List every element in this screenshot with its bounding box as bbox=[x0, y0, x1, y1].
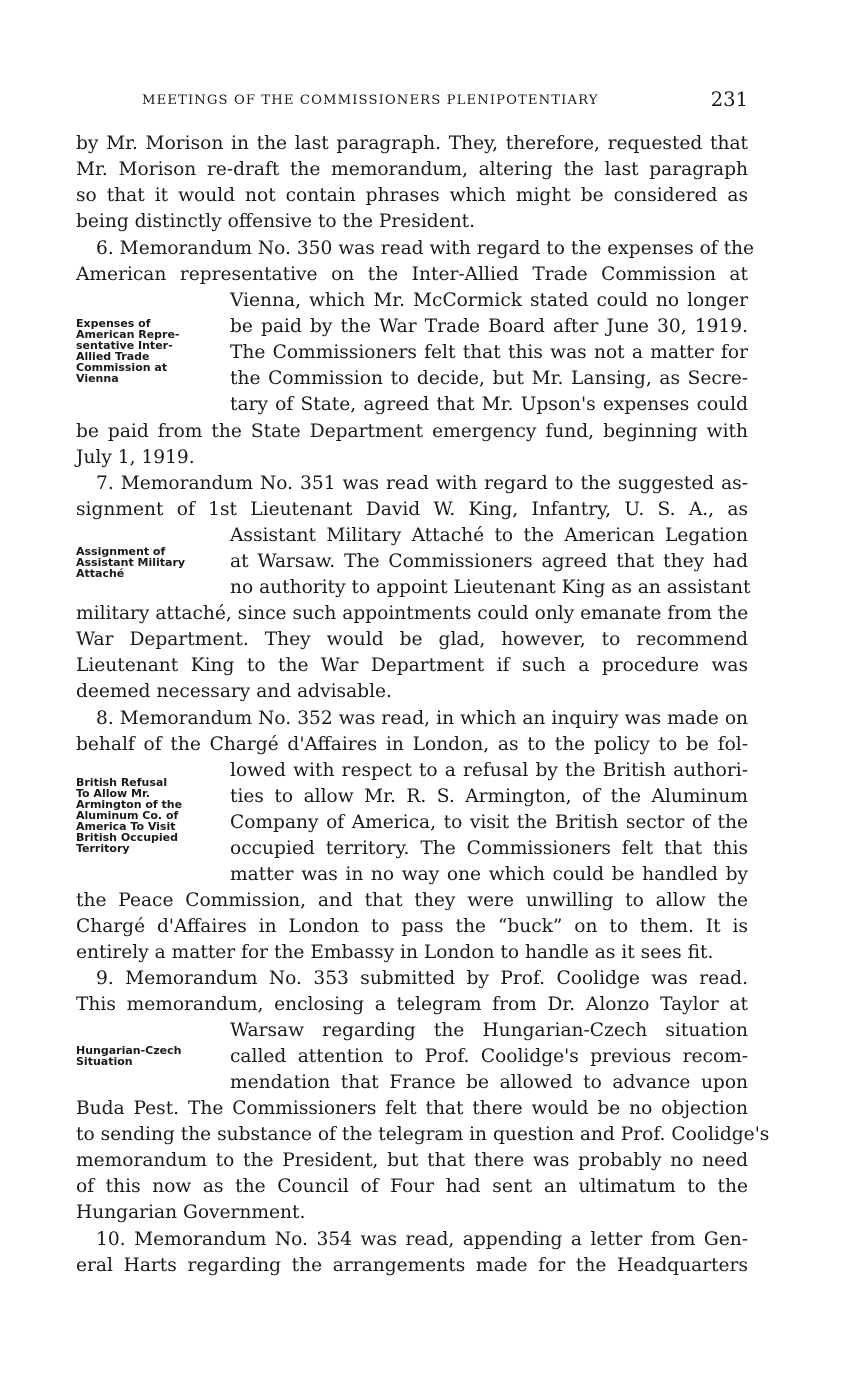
text-line: the Commission to decide, but Mr. Lansing, as Secre- bbox=[230, 368, 748, 389]
text-line: occupied territory. The Commissioners felt that this bbox=[230, 838, 748, 859]
text-line: Buda Pest. The Commissioners felt that there would be no objection bbox=[76, 1098, 748, 1119]
text-line: Lieutenant King to the War Department if such a procedure was bbox=[76, 655, 748, 676]
text-line: ties to allow Mr. R. S. Armington, of the Aluminum bbox=[230, 786, 748, 807]
text-line: entirely a matter for the Embassy in London to handle as it sees fit. bbox=[76, 942, 714, 963]
paragraph-10-start: 10. Memorandum No. 354 was read, appending a letter from Gen- bbox=[96, 1229, 748, 1250]
sidenote-attache bbox=[76, 546, 224, 579]
sidenote-line: Attaché bbox=[76, 567, 125, 580]
text-line: be paid by the War Trade Board after June 30, 1919. bbox=[230, 316, 748, 337]
text-line: no authority to appoint Lieutenant King as an assistant bbox=[230, 577, 751, 598]
running-head: MEETINGS OF THE COMMISSIONERS PLENIPOTENTIARY bbox=[142, 93, 599, 108]
text-line: called attention to Prof. Coolidge's previous recom- bbox=[230, 1046, 748, 1067]
text-line: July 1, 1919. bbox=[76, 447, 195, 468]
page-number: 231 bbox=[710, 88, 748, 111]
paragraph-9-start: 9. Memorandum No. 353 submitted by Prof. Coolidge was read. bbox=[96, 968, 748, 989]
sidenote-line: Armington of the bbox=[76, 798, 183, 811]
text-line: military attaché, since such appointments could only emanate from the bbox=[76, 603, 749, 624]
text-line: so that it would not contain phrases which might be considered as bbox=[76, 185, 748, 206]
text-line: eral Harts regarding the arrangements made for the Headquarters bbox=[76, 1255, 748, 1276]
sidenote-line: To Allow Mr. bbox=[76, 787, 151, 800]
sidenote-expenses bbox=[76, 318, 224, 384]
sidenote-line: British Refusal bbox=[76, 776, 168, 789]
sidenote-line: British Occupied bbox=[76, 831, 179, 844]
text-line: War Department. They would be glad, however, to recommend bbox=[76, 629, 748, 650]
text-line: Warsaw regarding the Hungarian-Czech situation bbox=[230, 1020, 748, 1041]
text-line: at Warsaw. The Commissioners agreed that they had bbox=[230, 551, 748, 572]
text-line: matter was in no way one which could be handled by bbox=[230, 864, 748, 885]
sidenote-british-refusal bbox=[76, 777, 224, 854]
text-line: tary of State, agreed that Mr. Upson's expenses could bbox=[230, 394, 748, 415]
sidenote-line: America To Visit bbox=[76, 820, 176, 833]
text-line: by Mr. Morison in the last paragraph. They, therefore, requested that bbox=[76, 133, 748, 154]
text-line: the Peace Commission, and that they were unwilling to allow the bbox=[76, 890, 748, 911]
text-line: Hungarian Government. bbox=[76, 1202, 306, 1223]
text-line: This memorandum, enclosing a telegram from Dr. Alonzo Taylor at bbox=[76, 994, 748, 1015]
paragraph-6-start: 6. Memorandum No. 350 was read with regard to the expenses of the bbox=[96, 238, 755, 259]
sidenote-line: sentative Inter- bbox=[76, 339, 173, 352]
sidenote-line: American Repre- bbox=[76, 328, 180, 341]
text-line: signment of 1st Lieutenant David W. King, Infantry, U. S. A., as bbox=[76, 499, 748, 520]
sidenote-line: Situation bbox=[76, 1055, 133, 1068]
paragraph-7-start: 7. Memorandum No. 351 was read with regard to the suggested as- bbox=[96, 473, 748, 494]
sidenote-line: Commission at bbox=[76, 361, 168, 374]
paragraph-8-start: 8. Memorandum No. 352 was read, in which an inquiry was made on bbox=[96, 708, 748, 729]
page-header bbox=[76, 88, 748, 118]
text-line: American representative on the Inter-Allied Trade Commission at bbox=[76, 264, 748, 285]
text-line: lowed with respect to a refusal by the British authori- bbox=[230, 760, 748, 781]
text-line: Assistant Military Attaché to the American Legation bbox=[230, 525, 748, 546]
sidenote-line: Territory bbox=[76, 842, 130, 855]
sidenote-hungarian-czech bbox=[76, 1045, 224, 1067]
sidenote-line: Expenses of bbox=[76, 317, 151, 330]
text-line: of this now as the Council of Four had sent an ultimatum to the bbox=[76, 1176, 748, 1197]
text-line: Vienna, which Mr. McCormick stated could no longer bbox=[230, 290, 748, 311]
text-line: Chargé d'Affaires in London to pass the “buck” on to them. It is bbox=[76, 916, 748, 937]
text-line: mendation that France be allowed to advance upon bbox=[230, 1072, 748, 1093]
sidenote-line: Hungarian-Czech bbox=[76, 1044, 182, 1057]
text-line: The Commissioners felt that this was not a matter for bbox=[230, 342, 748, 363]
text-line: being distinctly offensive to the President. bbox=[76, 211, 476, 232]
sidenote-line: Allied Trade bbox=[76, 350, 150, 363]
text-line: be paid from the State Department emergency fund, beginning with bbox=[76, 421, 748, 442]
text-line: behalf of the Chargé d'Affaires in London, as to the policy to be fol- bbox=[76, 734, 748, 755]
sidenote-line: Aluminum Co. of bbox=[76, 809, 179, 822]
text-line: Mr. Morison re-draft the memorandum, altering the last paragraph bbox=[76, 159, 748, 180]
text-line: Company of America, to visit the British sector of the bbox=[230, 812, 748, 833]
sidenote-line: Assistant Military bbox=[76, 556, 186, 569]
text-line: deemed necessary and advisable. bbox=[76, 681, 392, 702]
sidenote-line: Vienna bbox=[76, 372, 119, 385]
text-line: to sending the substance of the telegram in question and Prof. Coolidge's bbox=[76, 1124, 770, 1145]
sidenote-line: Assignment of bbox=[76, 545, 166, 558]
text-line: memorandum to the President, but that there was probably no need bbox=[76, 1150, 748, 1171]
